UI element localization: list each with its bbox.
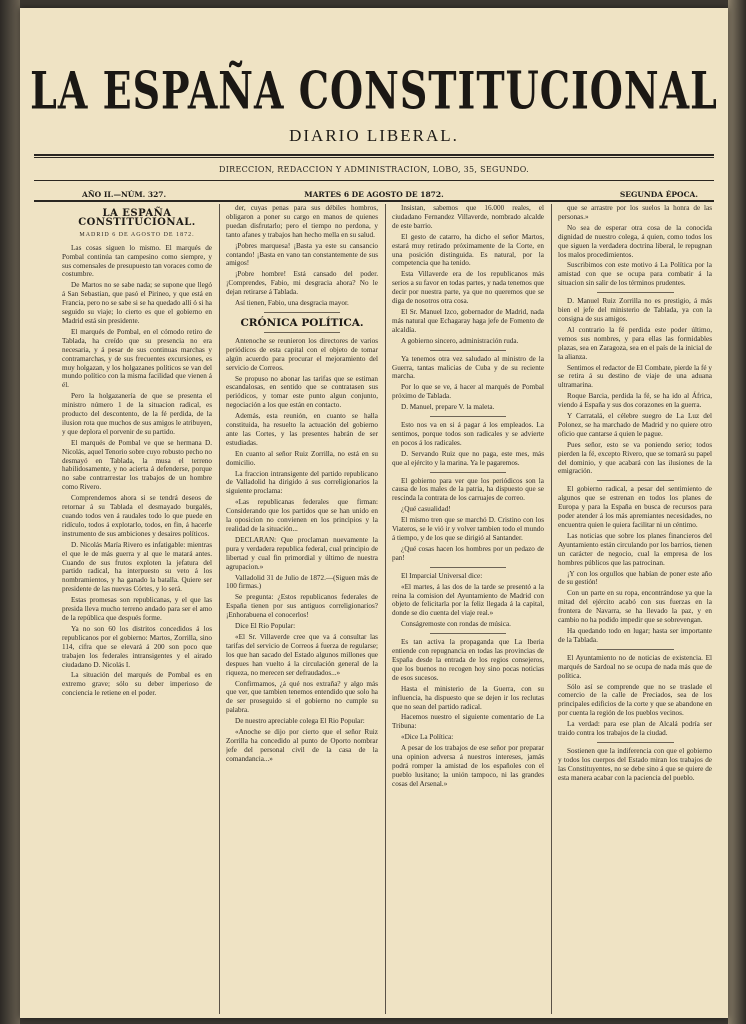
column-2 — [226, 204, 378, 1014]
paragraph: Las noticias que sobre los planes financieros del Ayuntamiento están circulando por los barrios, tienen un carácter de negocio, cual la empresa de los hombres públicos que las patrocinan. — [558, 531, 712, 567]
paragraph: DECLARAN: Que proclaman nuevamente la pura y verdadera republica federal, cual principio de libertad y cual fin primordial y último de nuestra agrupacion.» — [226, 535, 378, 571]
info-rule-bottom — [34, 200, 714, 202]
paragraph: Dice El Rio Popular: — [235, 622, 296, 631]
paragraph: Estas promesas son republicanas, y el que las presida lleva mucho terreno andado para ser el amo de la república que después forme. — [62, 596, 212, 622]
section-separator — [597, 742, 674, 743]
column-4 — [558, 204, 712, 1014]
paragraph: Pero la holgazanería de que se presenta el ministro número 1 de la situacion radical, es producto del descontento, de la fé perdida, de la ilusion rota que muchos de sus amigos le atribuyen, y que deplora el porvenir de su partido. — [62, 392, 212, 436]
paragraph: El mismo tren que se marchó D. Cristino con los Viateros, se le vió ir y volver tambien todo el mundo á tiempo, y de los que se dirigió al Santander. — [392, 516, 544, 542]
paragraph: El Imparcial Universal dice: — [401, 571, 483, 580]
masthead-title: LA ESPAÑA CONSTITUCIONAL — [30, 60, 718, 121]
paragraph: Sostienen que la indiferencia con que el gobierno y todos los cuerpos del Estado miran los trabajos de las Constituyentes, no se debe sino á que se quiere de esta manera acabar con la paciencia del pueblo. — [558, 746, 712, 782]
paragraph: Comprendemos ahora si se tendrá deseos de retornar á su Tablada el desmayado burgalés, cuando todos ven á raudales todo lo que puede en ridículo, todos á explotarlo, todos, en fin, á hacerle instrumento de sus ambiciones y desaires políticos. — [62, 494, 212, 538]
paragraph: Confirmamos, ¿á qué nos extraña? y algo más que ver, que tambien tenemos entendido que solo ha de ser proseguido si el gobierno no cumple su palabra. — [226, 679, 378, 715]
paragraph: Esto nos va en si á pagar á los empleados. La sentimos, porque todos son radicales y se advierte en pocos á los radicales. — [392, 421, 544, 447]
paragraph: «Anoche se dijo por cierto que el señor Ruiz Zorrilla ha concedido al punto de Oporto nombrar jefe del personal civil de la casa de la comandancia...» — [226, 728, 378, 763]
paragraph: Además, esta reunión, en cuanto se halla constituida, ha resuelto la actuación del gobierno ante las Cortes, y las presentes habrán de ser estudiadas. — [226, 412, 378, 447]
paragraph: Ya tenemos otra vez saludado al ministro de la Guerra, tantas malicias de Cuba y de su reciente marcha. — [392, 354, 544, 381]
editorial-dateline: MADRID 6 DE AGOSTO DE 1872. — [79, 231, 195, 238]
column-divider — [219, 204, 220, 1014]
column-3 — [392, 204, 544, 1014]
paragraph: ¡Pobres marquesa! ¡Basta ya este su cansancio contando! ¡Basta en vano tan constantemente de sus amigos! — [226, 241, 378, 268]
paragraph: Sólo así se comprende que no se traslade el comercio de la calle de Preciados, sea de los principales edificios de la corte y que se abandone en por cuenta la región de los pueblos vecinos. — [558, 682, 712, 718]
paragraph: Al contrario la fé perdida este poder último, vemos sus nombres, y para ellas las formidables plazas, sea en Zaragoza, sea en el país de la inicial de la alianza. — [558, 325, 712, 361]
paragraph: Hasta el ministerio de la Guerra, con su influencia, ha dispuesto que se dejen ir los reclutas que no sean del partido radical. — [392, 684, 544, 711]
section-separator — [597, 649, 674, 650]
paragraph: Es tan activa la propaganda que La Iberia entiende con repugnancia en todas las provincias de España desde la entrada de los regios consejeros, que los buenos no recogen hoy sino pocas noticias de esos sucesos. — [392, 638, 544, 682]
paragraph: El marqués de Pombal ve que se hermana D. Nicolás, aquel Tenorio sobre cuyo robusto pecho no desmayó en Tablada, la musa el terreno habilidosamente, y no acierta á defenderse, porque no sabe contrarrestar los trabajos de un hombre como Rivero. — [62, 438, 212, 492]
paragraph: Valladolid 31 de Julio de 1872.—(Siguen más de 100 firmas.) — [226, 573, 378, 591]
section-separator — [430, 633, 506, 634]
paragraph: La verdad: para ese plan de Alcalá podría ser traido contra los trabajos de la ciudad. — [558, 720, 712, 738]
paragraph: A gobierno sincero, administración ruda. — [401, 336, 519, 345]
paragraph: El gesto de catarro, ha dicho el señor Martos, estará muy retirado próximamente de la Corte, en una posición distinguida. Es natural, por la competencia que ha tenido. — [392, 232, 544, 268]
paragraph: «Dice La Política: — [401, 733, 454, 742]
paragraph: El Sr. Manuel Izco, gobernador de Madrid, nada más natural que Echagaray haga jefe de Fomento de alcaldía. — [392, 307, 544, 334]
paragraph: ¡Y con los orgullos que habían de poner este año de su gestión! — [558, 569, 712, 587]
section-separator — [430, 567, 506, 568]
paragraph: La fraccion intransigente del partido republicano de Valladolid ha dirigido á sus correligionarios la siguiente proclama: — [226, 469, 378, 496]
paragraph: Hacemos nuestro el siguiente comentario de La Tribuna: — [392, 713, 544, 731]
paragraph: ¿Qué cosas hacen los hombres por un pedazo de pan! — [392, 544, 544, 562]
section-separator — [430, 350, 506, 351]
paragraph: Las cosas siguen lo mismo. El marqués de Pombal continúa tan campesino como siempre, y sus comensales de presupuesto tan voraces como de costumbre. — [62, 243, 212, 279]
paragraph: Con un parte en su ropa, encontrándose ya que la mitad del ejército acabó con sus fuerzas en la frontera de Navarra, se ha llevado la paz, y en cambio no ha podido impedir que se sobrevengan. — [558, 589, 712, 625]
paragraph: Se pregunta: ¿Estos republicanos federales de España tienen por sus antiguos correligionarios? ¡Enhorabuena el conocerlos! — [226, 593, 378, 620]
paragraph: En cuanto al señor Ruiz Zorrilla, no está en su domicilio. — [226, 449, 378, 467]
address-line: DIRECCION, REDACCION Y ADMINISTRACION, LOBO, 35, SEGUNDO. — [218, 165, 530, 174]
paragraph: Así tienen, Fabio, una desgracia mayor. — [235, 299, 349, 308]
paragraph: ¡Pobre hombre! Está cansado del poder. ¡Comprendes, Fabio, mi desgracia ahora? No le dejan retirarse á Tablada. — [226, 270, 378, 297]
top-rule-thin — [34, 157, 714, 158]
paragraph: que se arrastre por los suelos la honra de las personas.» — [558, 204, 712, 221]
paragraph: Pues señor, esto se va poniendo serio; todos pierden la fé, excepto Rivero, que se tomará su papel del dominio, y que acabará con las ilusiones de la emigración. — [558, 440, 712, 476]
paragraph: D. Manuel Ruiz Zorrilla no es prestigio, á más bien el jefe del ministerio de Tablada, ya con la consigna de sus amigos. — [558, 297, 712, 323]
paragraph: Roque Barcia, perdida la fé, se ha ido al África, viendo á España y sus dos corazones en la guerra. — [558, 392, 712, 410]
article-columns — [36, 204, 714, 1014]
issue-number: AÑO II.—NÚM. 327. — [82, 190, 167, 199]
paragraph: «El martes, á las dos de la tarde se presentó a la reina la comision del Ayuntamiento de Madrid con objeto de felicitarla por la feliz llegada á la capital, donde se dio cuenta del viaje real.» — [392, 582, 544, 618]
paragraph: No sea de esperar otra cosa de la conocida dignidad de nuestro colega, á quien, como todos los que siguen la verdadera doctrina liberal, le repugnan los malos procedimientos. — [558, 223, 712, 259]
editorial-heading: LA ESPAÑA CONSTITUCIONAL. — [78, 208, 196, 228]
issue-date: MARTES 6 DE AGOSTO DE 1872. — [304, 190, 444, 199]
issue-epoch: SEGUNDA ÉPOCA. — [619, 190, 698, 199]
column-1 — [62, 204, 212, 1014]
paragraph: Esta Villaverde era de los republicanos más serios a su favor en todas partes, y nada tenemos que decir por nuestra parte, ya que no queremos que se diga de nosotros otra cosa. — [392, 270, 544, 306]
paragraph: El gobierno para ver que los periódicos son la causa de los males de la patria, ha dispuesto que se rescinda la contrata de los carruajes de correo. — [392, 476, 544, 503]
paragraph: Ha quedando todo en lugar; hasta ser importante de la Tablada. — [558, 626, 712, 644]
paragraph: D. Servando Ruiz que no paga, este mes, más que al ejército y la marina. Ya le pagaremos. — [392, 449, 544, 467]
section-separator — [264, 312, 340, 313]
paragraph: A pesar de los trabajos de ese señor por preparar una opinion adversa á nuestros intereses, jamás podrá romper la amistad de los españoles con el pueblo lusitano; la unión tampoco, ni las grandes cosas del Arsenal.» — [392, 744, 544, 788]
paragraph: De nuestro apreciable colega El Rio Popular: — [235, 717, 365, 726]
masthead-subtitle: DIARIO LIBERAL. — [289, 126, 459, 145]
section-separator — [264, 332, 340, 333]
paragraph: Insistan, sabemos que 16.000 reales, el ciudadano Fernandez Villaverde, nombrado alcalde de este barrio. — [392, 204, 544, 230]
paragraph: Sentimos el redactor de El Combate, pierde la fé y se retira á su destino de viaje de una aduana ultramarina. — [558, 363, 712, 390]
newspaper-page — [20, 8, 728, 1018]
cronica-heading: CRÓNICA POLÍTICA. — [240, 316, 364, 329]
paragraph: D. Manuel, prepare V. la maleta. — [401, 403, 495, 412]
paragraph: Ya no son 60 los distritos concedidos á los republicanos por el gobierno: Martos, Zorrilla, sino 114, cifra que se elevará á 200 son poco que trabajen los federales intransigentes y el airado ciudadano D. Nicolás I. — [62, 624, 212, 669]
section-separator — [430, 416, 506, 417]
paragraph: «El Sr. Villaverde cree que va á consultar las tarifas del servicio de Correos á fuerza de regularse; los que han sacado del Estado algunos millones que despues han vuelto á la circulación general de la riqueza, no merecen ser defraudados...» — [226, 632, 378, 677]
paragraph: D. Nicolás María Rivero es infatigable: mientras el que le de más guerra y al que le matará antes. Cuando de sus frutos exploten la jefatura del partido radical, ha interpuesto su veto á los nombramientos, y ha ganado la batalla. Quiere ser presidente de las nuevas Córtes, y lo será. — [62, 540, 212, 594]
section-separator — [597, 292, 674, 293]
binding-spine — [0, 0, 20, 1024]
paragraph: «Las republicanas federales que firman: Considerando que los partidos que se han unido en la oposicion no convienen en los principios y la realidad de la situación... — [226, 498, 378, 533]
paragraph: El gobierno radical, a pesar del sentimiento de algunos que se estrenan en todos los planes de Europa y para la España en busca de recursos para poder atender á los más apremiantes necesidades, no encuentra quien le quiera facilitar ni un céntimo. — [558, 485, 712, 529]
paragraph: Suscribimos con este motivo á La Política por la amistad con que se ocupa para combatir á la situacion sin salir de los términos prudentes. — [558, 261, 712, 288]
paragraph: ¿Qué casualidad! — [401, 505, 451, 514]
section-separator — [430, 472, 506, 473]
paragraph: La situación del marqués de Pombal es en extremo grave; sólo su deber imperioso de conciencia le retiene en el poder. — [62, 671, 212, 698]
paragraph: Conságremoste con rondas de música. — [401, 620, 511, 629]
column-divider — [385, 204, 386, 1014]
paragraph: Por lo que se ve, á hacer al marqués de Pombal próximo de Tablada. — [392, 383, 544, 401]
paragraph: Y Carratalá, el célebre suegro de La Luz del Polonez, se ha marchado de Madrid y no quiere otro oficio que cantarse á quien le pague. — [558, 412, 712, 438]
column-divider — [551, 204, 552, 1014]
paragraph: El marqués de Pombal, en el cómodo retiro de Tablada, ha creído que su presencia no era necesaria, y á pesar de sus continuas marchas y contramarchas, y de sus frecuentes excursiones, es muy holgazan, y los holgazanes políticos se van del mundo político con la misma facilidad que vienen á él. — [62, 327, 212, 390]
top-rule — [34, 154, 714, 156]
info-rule-top — [34, 180, 714, 181]
paragraph: der, cuyas penas para sus débiles hombros, obligaron a poner su cargo en manos de quienes puedan disfrutarlo; pero el tiempo no perdona, y tanto afanes y trabajos han hecho mella en su salud. — [226, 204, 378, 239]
paragraph: Se propuso no abonar las tarifas que se estiman escandalosas, en sentido que se contratasen sus periódicos, y tomar este punto algun conjunto, negociación a los que están en contacto. — [226, 374, 378, 410]
paragraph: Antenoche se reunieron los directores de varios periódicos de esta capital con el objeto de tomar algún acuerdo para procurar el mejoramiento del servicio de Correos. — [226, 336, 378, 372]
paragraph: De Martos no se sabe nada; se supone que llegó á San Sebastian, que pasó el Pirineo, y que está en Francia, pero no se sabe si se ha quedado allí ó si ha seguido su viaje; lo cierto es que el gobierno en Madrid está sin presidente. — [62, 281, 212, 325]
section-separator — [597, 480, 674, 481]
page-edge — [728, 0, 746, 1024]
paragraph: El Ayuntamiento no de noticias de existencia. El marqués de Sardoal no se ocupa de nada más que de política. — [558, 653, 712, 680]
